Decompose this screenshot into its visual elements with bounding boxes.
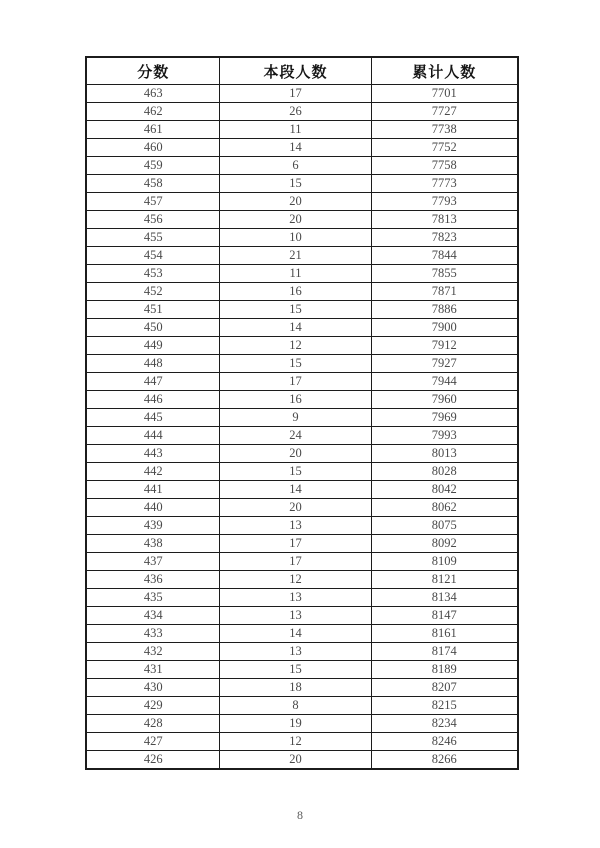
band-count-cell: 13 [220, 517, 371, 535]
table-body [86, 85, 518, 770]
band-count-cell: 12 [220, 733, 371, 751]
score-cell: 462 [86, 103, 220, 121]
band-count-cell: 15 [220, 661, 371, 679]
band-count-cell: 20 [220, 193, 371, 211]
band-count-cell: 17 [220, 85, 371, 103]
cumulative-count-cell: 8246 [371, 733, 518, 751]
table-row [86, 661, 518, 679]
score-cell: 448 [86, 355, 220, 373]
table-row [86, 193, 518, 211]
table-row [86, 85, 518, 103]
table-row [86, 283, 518, 301]
band-count-cell: 21 [220, 247, 371, 265]
score-cell: 431 [86, 661, 220, 679]
table-row [86, 697, 518, 715]
score-cell: 442 [86, 463, 220, 481]
cumulative-count-cell: 8109 [371, 553, 518, 571]
score-cell: 439 [86, 517, 220, 535]
score-cell: 459 [86, 157, 220, 175]
band-count-cell: 9 [220, 409, 371, 427]
score-cell: 433 [86, 625, 220, 643]
table-row [86, 427, 518, 445]
score-cell: 449 [86, 337, 220, 355]
cumulative-count-cell: 7844 [371, 247, 518, 265]
score-cell: 461 [86, 121, 220, 139]
cumulative-count-cell: 7927 [371, 355, 518, 373]
cumulative-count-cell: 8234 [371, 715, 518, 733]
cumulative-count-cell: 7738 [371, 121, 518, 139]
page-number: 8 [297, 808, 303, 822]
score-cell: 426 [86, 751, 220, 770]
table-row [86, 571, 518, 589]
cumulative-count-cell: 8121 [371, 571, 518, 589]
score-cell: 444 [86, 427, 220, 445]
score-distribution-table [85, 56, 519, 770]
band-count-cell: 12 [220, 337, 371, 355]
cumulative-count-cell: 8062 [371, 499, 518, 517]
table-row [86, 265, 518, 283]
table-row [86, 553, 518, 571]
table-row [86, 175, 518, 193]
table-row [86, 481, 518, 499]
table-row [86, 625, 518, 643]
band-count-cell: 20 [220, 499, 371, 517]
band-count-cell: 14 [220, 139, 371, 157]
cumulative-count-cell: 7773 [371, 175, 518, 193]
score-cell: 453 [86, 265, 220, 283]
cumulative-count-cell: 8042 [371, 481, 518, 499]
cumulative-count-cell: 7855 [371, 265, 518, 283]
score-cell: 437 [86, 553, 220, 571]
table-row [86, 445, 518, 463]
band-count-cell: 15 [220, 301, 371, 319]
band-count-cell: 20 [220, 211, 371, 229]
band-count-cell: 16 [220, 283, 371, 301]
score-cell: 432 [86, 643, 220, 661]
band-count-cell: 15 [220, 355, 371, 373]
band-count-cell: 17 [220, 553, 371, 571]
cumulative-count-cell: 7960 [371, 391, 518, 409]
cumulative-count-cell: 8174 [371, 643, 518, 661]
cumulative-count-cell: 7944 [371, 373, 518, 391]
cumulative-count-cell: 7993 [371, 427, 518, 445]
score-cell: 460 [86, 139, 220, 157]
score-cell: 438 [86, 535, 220, 553]
cumulative-count-cell: 7727 [371, 103, 518, 121]
band-count-cell: 13 [220, 589, 371, 607]
cumulative-count-cell: 8075 [371, 517, 518, 535]
score-cell: 456 [86, 211, 220, 229]
table-row [86, 121, 518, 139]
score-cell: 457 [86, 193, 220, 211]
band-count-cell: 18 [220, 679, 371, 697]
table-row [86, 733, 518, 751]
cumulative-count-cell: 8147 [371, 607, 518, 625]
column-header-band-count: 本段人数 [220, 57, 371, 85]
cumulative-count-cell: 8189 [371, 661, 518, 679]
table-row [86, 301, 518, 319]
band-count-cell: 15 [220, 463, 371, 481]
band-count-cell: 13 [220, 607, 371, 625]
score-cell: 436 [86, 571, 220, 589]
table-row [86, 607, 518, 625]
cumulative-count-cell: 7886 [371, 301, 518, 319]
table-row [86, 139, 518, 157]
table-row [86, 319, 518, 337]
table-row [86, 157, 518, 175]
band-count-cell: 14 [220, 625, 371, 643]
score-cell: 454 [86, 247, 220, 265]
score-cell: 429 [86, 697, 220, 715]
cumulative-count-cell: 8013 [371, 445, 518, 463]
score-cell: 452 [86, 283, 220, 301]
column-header-score: 分数 [86, 57, 220, 85]
cumulative-count-cell: 8092 [371, 535, 518, 553]
table-row [86, 409, 518, 427]
table-row [86, 355, 518, 373]
table-row [86, 103, 518, 121]
score-cell: 441 [86, 481, 220, 499]
band-count-cell: 14 [220, 319, 371, 337]
cumulative-count-cell: 7758 [371, 157, 518, 175]
score-cell: 447 [86, 373, 220, 391]
column-header-cumulative-count: 累计人数 [371, 57, 518, 85]
band-count-cell: 24 [220, 427, 371, 445]
cumulative-count-cell: 7701 [371, 85, 518, 103]
score-cell: 458 [86, 175, 220, 193]
band-count-cell: 6 [220, 157, 371, 175]
score-cell: 455 [86, 229, 220, 247]
table-row [86, 211, 518, 229]
band-count-cell: 11 [220, 121, 371, 139]
band-count-cell: 8 [220, 697, 371, 715]
cumulative-count-cell: 8134 [371, 589, 518, 607]
table-row [86, 589, 518, 607]
score-cell: 463 [86, 85, 220, 103]
band-count-cell: 20 [220, 445, 371, 463]
table-header-row [86, 57, 518, 85]
score-cell: 427 [86, 733, 220, 751]
band-count-cell: 11 [220, 265, 371, 283]
cumulative-count-cell: 7912 [371, 337, 518, 355]
band-count-cell: 10 [220, 229, 371, 247]
cumulative-count-cell: 7752 [371, 139, 518, 157]
score-cell: 430 [86, 679, 220, 697]
cumulative-count-cell: 7900 [371, 319, 518, 337]
table-row [86, 373, 518, 391]
table-row [86, 463, 518, 481]
band-count-cell: 13 [220, 643, 371, 661]
score-cell: 450 [86, 319, 220, 337]
score-cell: 434 [86, 607, 220, 625]
score-distribution-table-container [85, 56, 519, 770]
score-cell: 440 [86, 499, 220, 517]
band-count-cell: 17 [220, 373, 371, 391]
band-count-cell: 15 [220, 175, 371, 193]
cumulative-count-cell: 8266 [371, 751, 518, 770]
table-row [86, 391, 518, 409]
table-row [86, 247, 518, 265]
table-row [86, 229, 518, 247]
table-row [86, 751, 518, 770]
table-row [86, 679, 518, 697]
table-row [86, 715, 518, 733]
score-cell: 428 [86, 715, 220, 733]
table-row [86, 535, 518, 553]
cumulative-count-cell: 7813 [371, 211, 518, 229]
score-cell: 446 [86, 391, 220, 409]
cumulative-count-cell: 8207 [371, 679, 518, 697]
band-count-cell: 26 [220, 103, 371, 121]
cumulative-count-cell: 8028 [371, 463, 518, 481]
score-cell: 451 [86, 301, 220, 319]
cumulative-count-cell: 8215 [371, 697, 518, 715]
cumulative-count-cell: 7823 [371, 229, 518, 247]
cumulative-count-cell: 7793 [371, 193, 518, 211]
score-cell: 435 [86, 589, 220, 607]
table-row [86, 517, 518, 535]
table-row [86, 337, 518, 355]
band-count-cell: 20 [220, 751, 371, 770]
cumulative-count-cell: 8161 [371, 625, 518, 643]
cumulative-count-cell: 7871 [371, 283, 518, 301]
band-count-cell: 16 [220, 391, 371, 409]
band-count-cell: 17 [220, 535, 371, 553]
cumulative-count-cell: 7969 [371, 409, 518, 427]
table-row [86, 643, 518, 661]
score-cell: 443 [86, 445, 220, 463]
table-row [86, 499, 518, 517]
band-count-cell: 14 [220, 481, 371, 499]
band-count-cell: 12 [220, 571, 371, 589]
score-cell: 445 [86, 409, 220, 427]
band-count-cell: 19 [220, 715, 371, 733]
